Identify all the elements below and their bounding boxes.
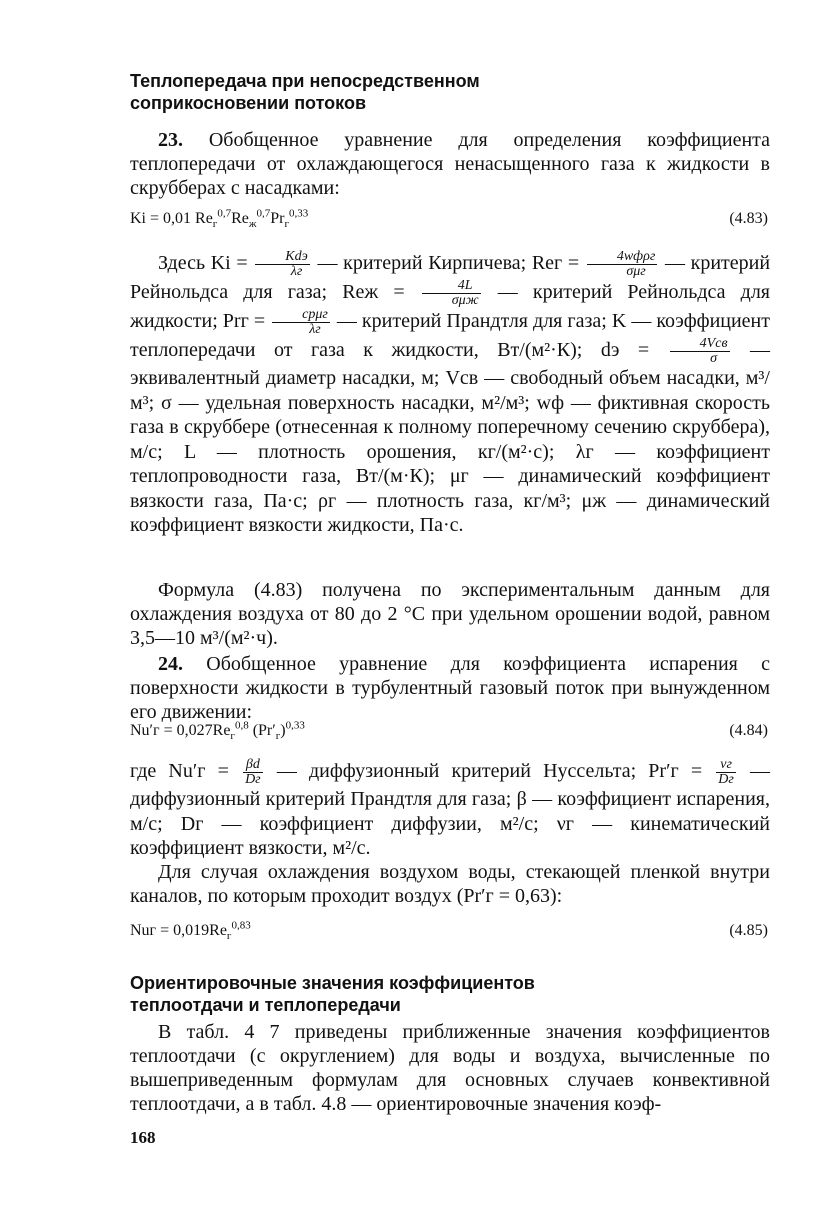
heading-line: Теплопередача при непосредственном	[130, 71, 480, 91]
equation-number: (4.83)	[729, 210, 768, 227]
page-number: 168	[130, 1128, 156, 1147]
section-heading-approximate-values	[130, 972, 770, 1016]
equation-number: (4.85)	[729, 922, 768, 939]
equation-formula: Ki = 0,01 $Re_г^{0,7}Re_ж^{0,7}Pr_г^{0,33}$	[130, 207, 309, 231]
section-heading-heat-transfer	[130, 70, 770, 114]
fraction: $\frac{\nu г}{Dг}$	[718, 757, 734, 787]
equation-formula: $Nu'г = 0,027Re_г^{0,8}$ $(Pr'_г)^{0,33}$	[130, 719, 305, 743]
equation-4-83	[130, 206, 768, 232]
fraction: $\frac{\text{cpμг}}{\lambda г}$	[272, 308, 330, 337]
fraction: $\frac{4L}{\text{σμж}}$	[422, 279, 481, 308]
heading-line: соприкосновении потоков	[130, 93, 367, 113]
paragraph-air-cooling: Для случая охлаждения воздухом воды, стекающей пленкой внутри каналов, по которым проходит воздух (Pr′г = 0,63):	[130, 861, 770, 907]
paragraph-23	[130, 128, 770, 200]
heading-line: теплоотдачи и теплопередачи	[130, 995, 401, 1015]
item-number: 23.	[158, 129, 183, 151]
fraction: $\frac{\beta d}{Dг}$	[245, 757, 261, 787]
equation-4-85	[130, 918, 768, 944]
paragraph-text: Обобщенное уравнение для коэффициента испарения с поверхности жидкости в турбулентный газовый поток при вынужденном его движении:	[130, 653, 771, 723]
paragraph-tables: В табл. 4 7 приведены приближенные значения коэффициентов теплоотдачи (с округлением) для воды и воздуха, вычисленные по вышеприведенным формулам для основных случаев конвективной теплоотдачи, а в табл. 4.8 — ориентировочные значения коэф-	[130, 1021, 770, 1115]
paragraph-text: Обобщенное уравнение для определения коэффициента теплопередачи от охлаждающегося ненасыщенного газа к жидкости в скрубберах с насадками:	[130, 129, 771, 199]
item-number: 24.	[158, 653, 183, 675]
equation-number: (4.84)	[729, 722, 768, 739]
definitions-4-83: Здесь Ki = $\frac{\text{Kdэ}}{\lambda г}$ — критерий Кирпичева; Reг = $\frac{\text{4wфρг}}{\text{σμг}}$ — критерий Рейнольдса для газа; Reж = $\frac{4L}{\text{σμж}}$ — критерий Рейнольдса для жидкости; Prг = $\frac{\text{cpμг}}{\lambda г}$ — критерий Прандтля для газа; K — коэффициент теплопередачи от газа к жидкости, Вт/(м²·К); dэ = $\frac{\text{4Vсв}}{\sigma}$ — эквивалентный диаметр насадки, м; Vсв — свободный объем насадки, м³/м³; σ — удельная поверхность насадки, м²/м³; wф — фиктивная скорость газа в скруббере (отнесенная к полному поперечному сечению скруббера), м/с; L — плотность орошения, кг/(м²·с); λг — коэффициент теплопроводности газа, Вт/(м·К); μг — динамический коэффициент вязкости газа, Па·с; ρг — плотность газа, кг/м³; μж — динамический коэффициент вязкости жидкости, Па·с.	[130, 249, 771, 536]
heading-line: Ориентировочные значения коэффициентов	[130, 973, 535, 993]
equation-formula: Nuг = $0,019Re_г^{0,83}$	[130, 919, 251, 943]
equation-4-84	[130, 718, 768, 744]
definitions-4-84: где Nu′г = $\frac{\beta d}{Dг}$ — диффузионный критерий Нуссельта; Pr′г = $\frac{\nu г}{Dг}$ — диффузионный критерий Прандтля для газа; β — коэффициент испарения, м/с; Dг — коэффициент диффузии, м²/с; νг — кинематический коэффициент вязкости, м²/с.	[130, 757, 771, 859]
fraction: $\frac{\text{4Vсв}}{\sigma}$	[670, 337, 730, 366]
paragraph-24	[130, 652, 770, 724]
paragraph-formula-note: Формула (4.83) получена по экспериментальным данным для охлаждения воздуха от 80 до 2 °С при удельном орошении водой, равном 3,5—10 м³/(м²·ч).	[130, 579, 770, 649]
fraction: $\frac{\text{Kdэ}}{\lambda г}$	[255, 250, 310, 279]
fraction: $\frac{\text{4wфρг}}{\text{σμг}}$	[587, 250, 657, 279]
